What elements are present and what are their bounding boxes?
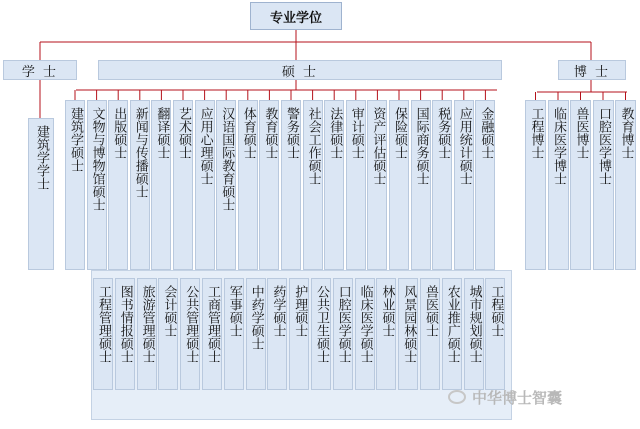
shuoshi-node-row2-13-label: 林业硕士 (379, 285, 395, 337)
shuoshi-node: 硕 士 (98, 60, 502, 80)
shuoshi-node-row1-9-label: 教育硕士 (262, 107, 278, 159)
shuoshi-node-row1-3-label: 新闻与传播硕士 (132, 107, 148, 198)
shuoshi-node-row2-9-label: 护理硕士 (292, 285, 308, 337)
wechat-icon (448, 390, 466, 404)
shuoshi-node-row2-15-label: 兽医硕士 (423, 285, 438, 337)
shuoshi-node-row1-14 (367, 100, 387, 270)
boshi-node-1 (548, 100, 569, 270)
shuoshi-node-row2-14-label: 风景园林硕士 (401, 285, 417, 363)
shuoshi-node-row2-12 (355, 278, 375, 390)
shuoshi-node-row1-15-label: 保险硕士 (392, 107, 407, 159)
shuoshi-node-row1-4 (151, 100, 171, 270)
shuoshi-node-row2-18-label: 工程硕士 (488, 285, 504, 337)
shuoshi-node-row1-12 (324, 100, 344, 270)
shuoshi-node-row1-10 (281, 100, 301, 270)
watermark (448, 386, 562, 408)
boshi-node-0 (525, 100, 546, 270)
shuoshi-node-row2-8 (267, 278, 287, 390)
shuoshi-node-row2-10 (311, 278, 331, 390)
shuoshi-node-row1-0 (65, 100, 85, 270)
shuoshi-node-row2-3-label: 会计硕士 (161, 285, 177, 337)
shuoshi-node-row1-15 (389, 100, 409, 270)
shuoshi-node-row2-17 (464, 278, 484, 390)
boshi-node: 博 士 (558, 60, 626, 80)
shuoshi-node-row1-16-label: 国际商务硕士 (413, 107, 429, 185)
root-node: 专业学位 (250, 2, 342, 30)
boshi-node-3-label: 口腔医学博士 (596, 107, 611, 185)
shuoshi-node-row1-11-label: 社会工作硕士 (305, 107, 321, 185)
shuoshi-node-row1-11 (303, 100, 323, 270)
shuoshi-node-row2-7-label: 中药学硕士 (248, 285, 264, 350)
boshi-node-4-label: 教育博士 (618, 107, 634, 159)
boshi-node-2 (570, 100, 591, 270)
shuoshi-node-row2-5 (202, 278, 222, 390)
shuoshi-node-row2-17-label: 城市规划硕士 (466, 285, 482, 363)
shuoshi-node-row1-7-label: 汉语国际教育硕士 (219, 107, 235, 211)
shuoshi-node-row1-18-label: 应用统计硕士 (456, 107, 472, 185)
shuoshi-node-row1-3 (130, 100, 150, 270)
shuoshi-node-row1-0-label: 建筑学硕士 (68, 107, 83, 172)
shuoshi-node-row2-1-label: 图书情报硕士 (117, 285, 133, 363)
shuoshi-node-row2-8-label: 药学硕士 (270, 285, 286, 337)
shuoshi-node-row1-17-label: 税务硕士 (435, 107, 451, 159)
xueshi-child-node (28, 118, 54, 270)
shuoshi-node-row2-15 (420, 278, 440, 390)
shuoshi-node-row2-9 (289, 278, 309, 390)
shuoshi-node-row2-13 (376, 278, 396, 390)
shuoshi-node-row2-7 (246, 278, 266, 390)
boshi-node-0-label: 工程博士 (528, 107, 544, 159)
shuoshi-node-row2-2-label: 旅游管理硕士 (139, 285, 155, 363)
shuoshi-node-row1-13-label: 审计硕士 (348, 107, 364, 159)
shuoshi-node-row1-19 (475, 100, 495, 270)
shuoshi-node-row1-9 (259, 100, 279, 270)
shuoshi-node-row2-10-label: 公共卫生硕士 (314, 285, 329, 363)
shuoshi-node-row2-0-label: 工程管理硕士 (96, 285, 111, 363)
shuoshi-node-row1-19-label: 金融硕士 (478, 107, 494, 159)
shuoshi-node-row1-4-label: 翻译硕士 (154, 107, 170, 159)
shuoshi-node-row1-6-label: 应用心理硕士 (197, 107, 213, 185)
boshi-node-1-label: 临床医学博士 (551, 107, 566, 185)
shuoshi-node-row2-2 (137, 278, 157, 390)
shuoshi-node-row2-11 (333, 278, 353, 390)
shuoshi-node-row2-16-label: 农业推广硕士 (444, 285, 460, 363)
shuoshi-node-row1-8 (238, 100, 258, 270)
shuoshi-node-row1-5-label: 艺术硕士 (176, 107, 191, 159)
shuoshi-node-row1-1-label: 文物与博物馆硕士 (89, 107, 105, 211)
shuoshi-node-row2-4-label: 公共管理硕士 (183, 285, 199, 363)
shuoshi-node-row1-5 (173, 100, 193, 270)
shuoshi-node-row1-14-label: 资产评估硕士 (370, 107, 386, 185)
shuoshi-node-row2-3 (158, 278, 178, 390)
shuoshi-node-row1-6 (195, 100, 215, 270)
boshi-node-4 (615, 100, 636, 270)
shuoshi-node-row1-2-label: 出版硕士 (111, 107, 127, 159)
shuoshi-node-row1-7 (216, 100, 236, 270)
shuoshi-node-row2-12-label: 临床医学硕士 (357, 285, 373, 363)
shuoshi-node-row2-6-label: 军事硕士 (226, 285, 242, 337)
boshi-node-2-label: 兽医博士 (573, 107, 589, 159)
shuoshi-node-row1-12-label: 法律硕士 (327, 107, 343, 159)
shuoshi-node-row2-11-label: 口腔医学硕士 (335, 285, 351, 363)
shuoshi-node-row1-2 (108, 100, 128, 270)
shuoshi-node-row1-10-label: 警务硕士 (284, 107, 299, 159)
xueshi-node: 学 士 (3, 60, 77, 80)
shuoshi-node-row1-1 (87, 100, 107, 270)
shuoshi-node-row2-4 (180, 278, 200, 390)
shuoshi-node-row1-13 (346, 100, 366, 270)
shuoshi-node-row2-1 (115, 278, 135, 390)
shuoshi-node-row1-8-label: 体育硕士 (240, 107, 256, 159)
watermark-text: 中华博士智囊 (472, 388, 563, 407)
shuoshi-node-row2-5-label: 工商管理硕士 (205, 285, 220, 363)
shuoshi-node-row1-18 (454, 100, 474, 270)
xueshi-child-label: 建筑学学士 (34, 125, 49, 190)
shuoshi-node-row2-18 (485, 278, 505, 390)
shuoshi-node-row1-16 (411, 100, 431, 270)
boshi-node-3 (593, 100, 614, 270)
shuoshi-node-row2-16 (442, 278, 462, 390)
shuoshi-node-row2-6 (224, 278, 244, 390)
shuoshi-node-row2-14 (398, 278, 418, 390)
shuoshi-node-row1-17 (432, 100, 452, 270)
shuoshi-node-row2-0 (93, 278, 113, 390)
